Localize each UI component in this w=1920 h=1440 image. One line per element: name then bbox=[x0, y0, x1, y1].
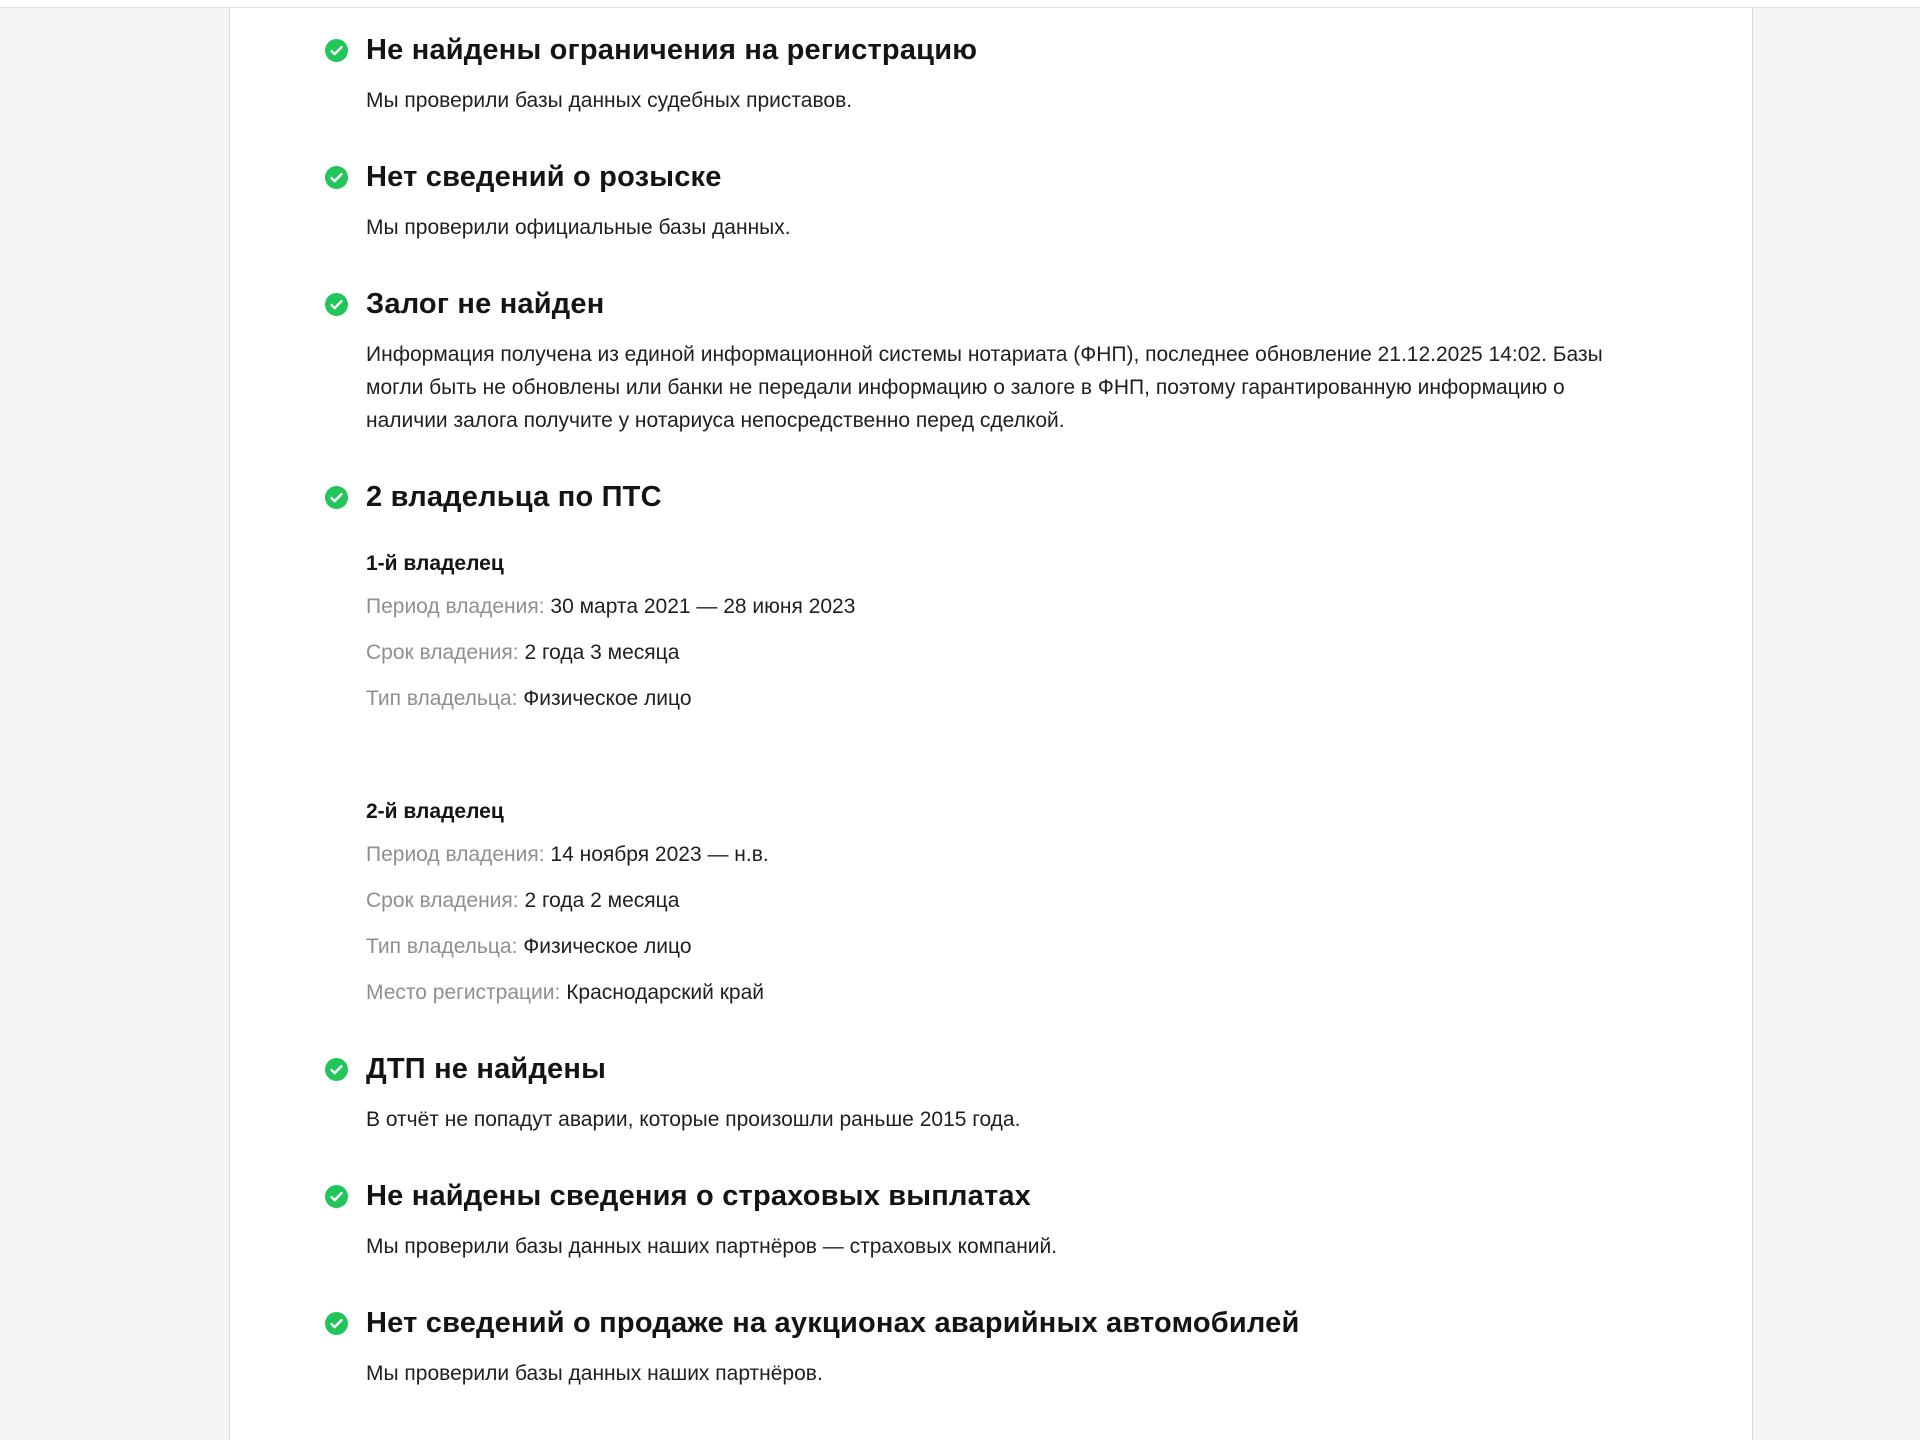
report-check-section bbox=[325, 286, 1752, 437]
section-title: 2 владельца по ПТС bbox=[366, 481, 662, 513]
check-circle-icon bbox=[325, 486, 348, 509]
owner-detail-row bbox=[366, 636, 1752, 669]
owner-block bbox=[366, 551, 1752, 715]
owner-detail-row bbox=[366, 838, 1752, 871]
section-header bbox=[325, 479, 1752, 515]
right-gutter bbox=[1753, 8, 1920, 1440]
section-description: Информация получена из единой информационной системы нотариата (ФНП), последнее обновление 21.12.2025 14:02. Базы могли быть не обновлены или банки не передали информацию о залоге в ФНП, поэтому гарантированную информацию о наличии залога получите у нотариуса непосредственно перед сделкой. bbox=[366, 343, 1603, 432]
report-check-section bbox=[325, 1178, 1752, 1263]
detail-label: Срок владения: bbox=[366, 889, 519, 912]
owner-title: 1-й владелец bbox=[366, 552, 504, 575]
check-circle-icon bbox=[325, 39, 348, 62]
section-title: ДТП не найдены bbox=[366, 1053, 607, 1085]
section-header bbox=[325, 1305, 1752, 1341]
report-check-section bbox=[325, 479, 1752, 1009]
owner-detail-row bbox=[366, 884, 1752, 917]
section-header bbox=[325, 1051, 1752, 1087]
check-circle-icon bbox=[325, 1312, 348, 1335]
section-title: Не найдены сведения о страховых выплатах bbox=[366, 1180, 1032, 1212]
detail-label: Срок владения: bbox=[366, 641, 519, 664]
check-circle-icon bbox=[325, 1058, 348, 1081]
report-check-section bbox=[325, 159, 1752, 244]
owner-detail-row bbox=[366, 682, 1752, 715]
owner-detail-row bbox=[366, 590, 1752, 623]
detail-value: 30 марта 2021 — 28 июня 2023 bbox=[550, 595, 856, 618]
section-description: В отчёт не попадут аварии, которые произошли раньше 2015 года. bbox=[366, 1108, 1021, 1131]
header-bottom-divider bbox=[0, 0, 1920, 8]
report-check-section bbox=[325, 1051, 1752, 1136]
vehicle-report-card bbox=[229, 8, 1753, 1440]
report-check-section bbox=[325, 32, 1752, 117]
section-description: Мы проверили официальные базы данных. bbox=[366, 216, 791, 239]
detail-value: 2 года 3 месяца bbox=[524, 641, 680, 664]
owner-title: 2-й владелец bbox=[366, 800, 504, 823]
section-title: Залог не найден bbox=[366, 288, 605, 320]
section-title: Нет сведений о розыске bbox=[366, 161, 722, 193]
owner-detail-row bbox=[366, 930, 1752, 963]
section-description: Мы проверили базы данных наших партнёров. bbox=[366, 1362, 823, 1385]
left-gutter bbox=[0, 8, 229, 1440]
check-circle-icon bbox=[325, 166, 348, 189]
detail-value: Физическое лицо bbox=[523, 935, 692, 958]
detail-value: Краснодарский край bbox=[566, 981, 764, 1004]
detail-label: Место регистрации: bbox=[366, 981, 561, 1004]
detail-label: Период владения: bbox=[366, 843, 545, 866]
section-header bbox=[325, 286, 1752, 322]
detail-label: Тип владельца: bbox=[366, 687, 518, 710]
owner-block bbox=[366, 799, 1752, 1009]
owners-list bbox=[366, 551, 1752, 1009]
detail-value: Физическое лицо bbox=[523, 687, 692, 710]
detail-label: Период владения: bbox=[366, 595, 545, 618]
section-description: Мы проверили базы данных наших партнёров — страховых компаний. bbox=[366, 1235, 1058, 1258]
owner-detail-row bbox=[366, 976, 1752, 1009]
section-description: Мы проверили базы данных судебных приставов. bbox=[366, 89, 853, 112]
check-circle-icon bbox=[325, 293, 348, 316]
detail-value: 14 ноября 2023 — н.в. bbox=[550, 843, 769, 866]
section-header bbox=[325, 32, 1752, 68]
detail-label: Тип владельца: bbox=[366, 935, 518, 958]
section-title: Нет сведений о продаже на аукционах аварийных автомобилей bbox=[366, 1307, 1300, 1339]
section-header bbox=[325, 159, 1752, 195]
detail-value: 2 года 2 месяца bbox=[524, 889, 680, 912]
report-page-background bbox=[0, 8, 1920, 1440]
section-title: Не найдены ограничения на регистрацию bbox=[366, 34, 978, 66]
section-header bbox=[325, 1178, 1752, 1214]
report-check-section bbox=[325, 1305, 1752, 1390]
check-circle-icon bbox=[325, 1185, 348, 1208]
